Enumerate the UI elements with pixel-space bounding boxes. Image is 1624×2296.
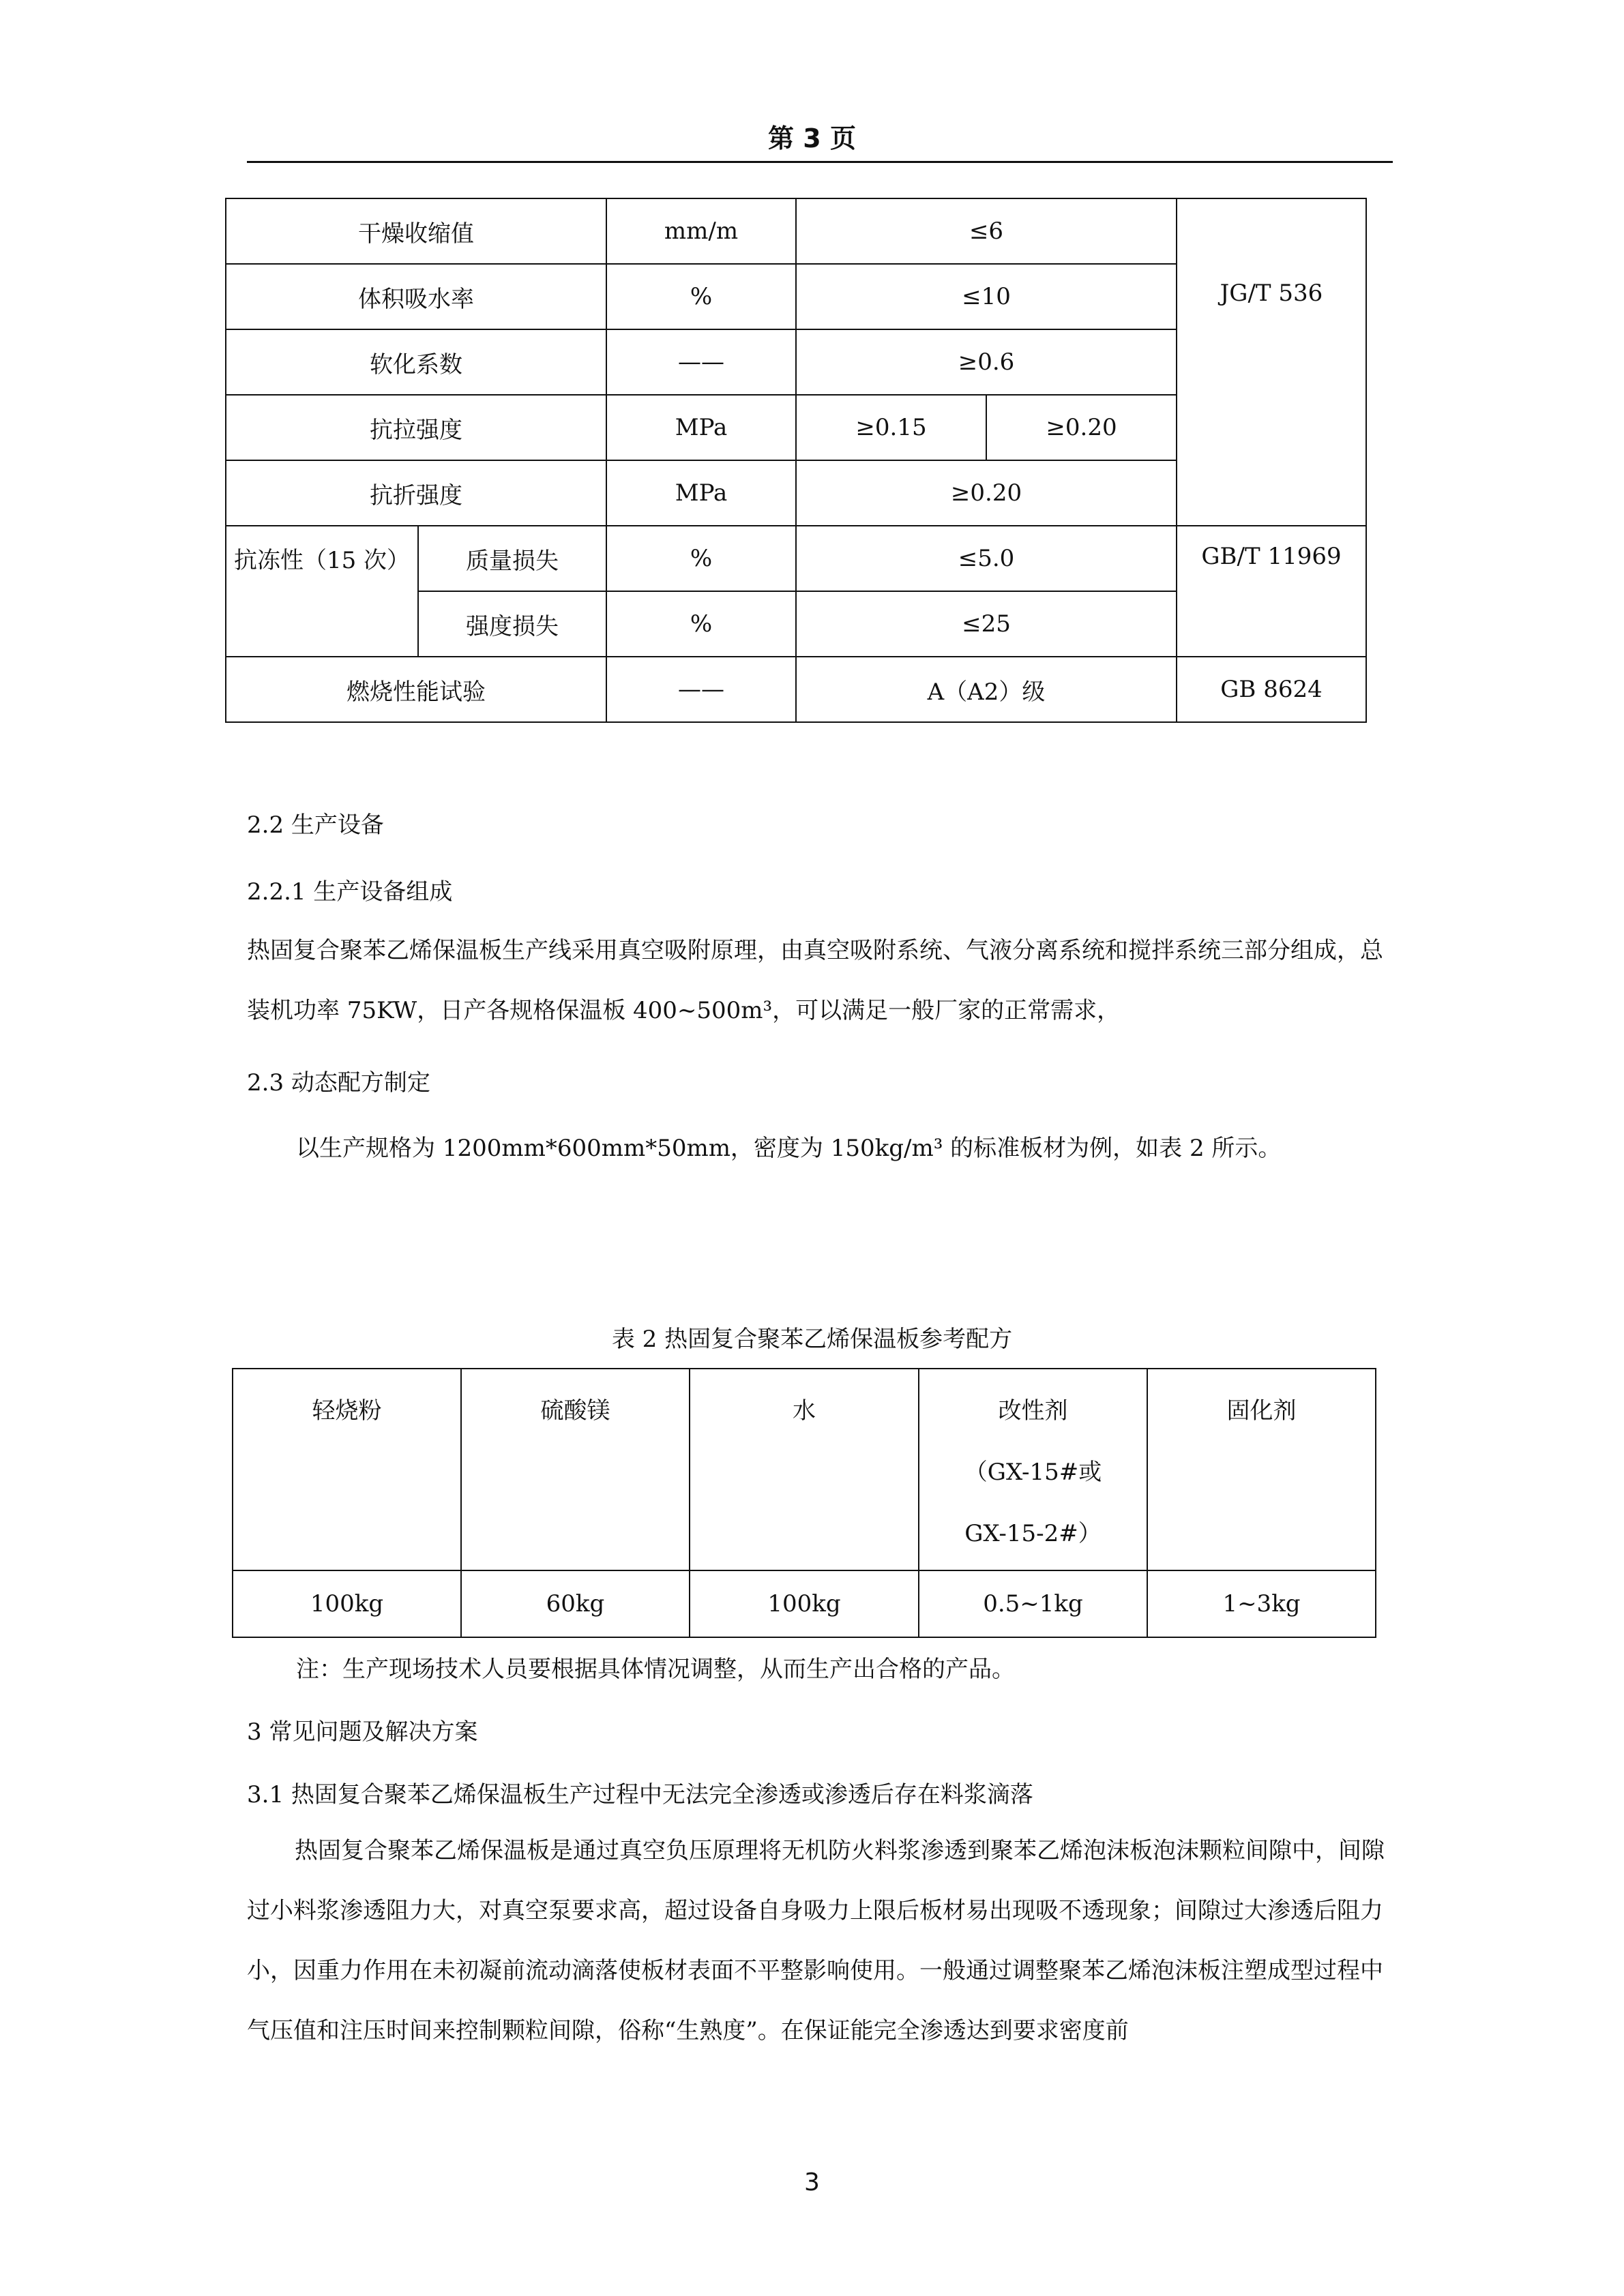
section-heading-2-2-1: 2.2.1 生产设备组成: [247, 878, 453, 906]
property-value: ≤25: [796, 591, 1177, 657]
test-standard-text: JG/T 536: [1220, 280, 1323, 307]
table-value-cell: 100kg: [690, 1570, 919, 1637]
table-row: [226, 198, 1366, 264]
test-standard: [1177, 198, 1366, 526]
property-name: 抗折强度: [226, 460, 606, 526]
header-rule: [247, 161, 1393, 163]
table-value-cell: 100kg: [233, 1570, 461, 1637]
section-heading-3-1: 3.1 热固复合聚苯乙烯保温板生产过程中无法完全渗透或渗透后存在料浆滴落: [247, 1781, 1033, 1808]
formula-table: [232, 1368, 1376, 1638]
table-header-cell: 固化剂: [1147, 1369, 1376, 1570]
table-row: [226, 526, 1366, 591]
page-header-title: 第 3 页: [768, 123, 856, 153]
table-value-cell: 60kg: [461, 1570, 690, 1637]
property-unit: MPa: [606, 395, 796, 460]
table-header-cell: 水: [690, 1369, 919, 1570]
property-value-b: ≥0.20: [986, 395, 1177, 460]
modifier-line: 改性剂: [998, 1397, 1068, 1425]
property-unit: MPa: [606, 460, 796, 526]
property-unit: %: [606, 526, 796, 591]
table-note: 注：生产现场技术人员要根据具体情况调整，从而生产出合格的产品。: [296, 1656, 1015, 1683]
property-value-a: ≥0.15: [796, 395, 986, 460]
property-name: 体积吸水率: [226, 264, 606, 329]
modifier-line: GX-15-2#）: [964, 1520, 1102, 1547]
property-name: 软化系数: [226, 329, 606, 395]
table-header-cell: 硫酸镁: [461, 1369, 690, 1570]
table-value-cell: 1~3kg: [1147, 1570, 1376, 1637]
table-row: [226, 657, 1366, 722]
section-heading-3: 3 常见问题及解决方案: [247, 1718, 478, 1746]
table-caption: 表 2 热固复合聚苯乙烯保温板参考配方: [611, 1326, 1013, 1353]
property-value: A（A2）级: [796, 657, 1177, 722]
property-value: ≥0.20: [796, 460, 1177, 526]
property-value: ≤5.0: [796, 526, 1177, 591]
table-value-cell: 0.5~1kg: [919, 1570, 1147, 1637]
body-paragraph: 热固复合聚苯乙烯保温板生产线采用真空吸附原理，由真空吸附系统、气液分离系统和搅拌系统三部分组成，总装机功率 75KW，日产各规格保温板 400~500m³，可以满足一般厂家的正常需求，: [247, 937, 1383, 1024]
property-name: 燃烧性能试验: [226, 657, 606, 722]
property-name: 抗拉强度: [226, 395, 606, 460]
table-header-cell-modifier: [919, 1369, 1147, 1570]
table-row: [233, 1369, 1376, 1570]
property-unit: ——: [606, 657, 796, 722]
property-name: 质量损失: [418, 526, 606, 591]
performance-table: [225, 198, 1367, 723]
property-name: 强度损失: [418, 591, 606, 657]
body-paragraph: 以生产规格为 1200mm*600mm*50mm，密度为 150kg/m³ 的标准板材为例，如表 2 所示。: [296, 1135, 1282, 1162]
property-value: ≥0.6: [796, 329, 1177, 395]
modifier-line: （GX-15#或: [964, 1459, 1102, 1486]
property-unit: mm/m: [606, 198, 796, 264]
property-name: 干燥收缩值: [226, 198, 606, 264]
table-header-cell: 轻烧粉: [233, 1369, 461, 1570]
property-unit: %: [606, 264, 796, 329]
property-value: ≤6: [796, 198, 1177, 264]
frost-resistance-label: 抗冻性（15 次）: [226, 526, 418, 657]
property-unit: %: [606, 591, 796, 657]
test-standard: GB 8624: [1177, 657, 1366, 722]
property-unit: ——: [606, 329, 796, 395]
page-number: 3: [804, 2168, 820, 2196]
test-standard-text: GB/T 11969: [1201, 543, 1342, 570]
table-row: [233, 1570, 1376, 1637]
property-value: ≤10: [796, 264, 1177, 329]
test-standard: [1177, 526, 1366, 657]
section-heading-2-2: 2.2 生产设备: [247, 811, 384, 839]
body-paragraph: 热固复合聚苯乙烯保温板是通过真空负压原理将无机防火料浆渗透到聚苯乙烯泡沫板泡沫颗粒间隙中，间隙过小料浆渗透阻力大，对真空泵要求高，超过设备自身吸力上限后板材易出现吸不透现象；间隙过大渗透后阻力小，因重力作用在未初凝前流动滴落使板材表面不平整影响使用。一般通过调整聚苯乙烯泡沫板注塑成型过程中气压值和注压时间来控制颗粒间隙，俗称“生熟度”。在保证能完全渗透达到要求密度前: [247, 1837, 1385, 2044]
section-heading-2-3: 2.3 动态配方制定: [247, 1069, 430, 1097]
